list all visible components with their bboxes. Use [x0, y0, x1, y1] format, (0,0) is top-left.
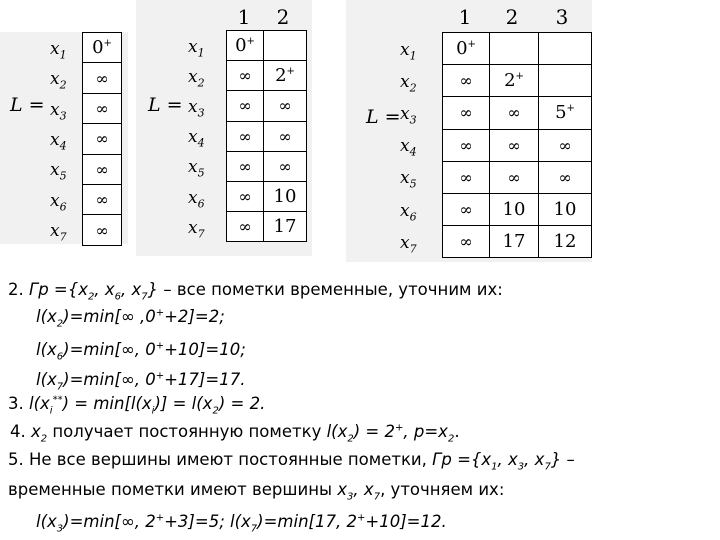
column-header: 1 [237, 5, 251, 29]
table-cell: ∞ [83, 154, 122, 184]
table-cell: ∞ [443, 129, 490, 161]
vertex-label: $x_6$ [50, 190, 67, 214]
table-cell: ∞ [227, 212, 264, 242]
table-cell: ∞ [490, 129, 539, 161]
vertex-label: $x_1$ [50, 38, 67, 62]
table-cell [264, 31, 307, 61]
column-header: 1 [458, 5, 472, 29]
column-header: 3 [555, 5, 569, 29]
matrix-table-3 [442, 32, 592, 258]
table-cell: 10 [264, 181, 307, 211]
table-row [443, 65, 592, 97]
table-cell: ∞ [83, 63, 122, 93]
table-cell: ∞ [443, 193, 490, 225]
table-row [227, 61, 307, 91]
table-cell: ∞ [227, 181, 264, 211]
table-cell: ∞ [443, 65, 490, 97]
vertex-label: $x_3$ [400, 104, 417, 127]
table-row [83, 154, 122, 184]
text-line: временные пометки имеют вершины $x_3$, $x_7$, уточняем их: [8, 480, 505, 503]
table-cell: ∞ [490, 97, 539, 129]
vertex-label: $x_5$ [188, 157, 205, 180]
vertex-label: $x_2$ [188, 66, 205, 90]
table-cell: ∞ [83, 93, 122, 123]
table-cell: ∞ [83, 124, 122, 154]
table-cell: ∞ [264, 91, 307, 121]
L-label-1: L = [10, 94, 45, 116]
vertex-label: $x_1$ [188, 36, 205, 59]
vertex-label: $x_2$ [50, 69, 67, 92]
table-row [83, 33, 122, 63]
vertex-label: $x_7$ [400, 232, 417, 256]
table-cell [539, 65, 592, 97]
table-row [443, 97, 592, 129]
table-row [443, 161, 592, 193]
table-cell: ∞ [227, 121, 264, 151]
table-cell: 10 [539, 193, 592, 225]
table-row [83, 93, 122, 123]
text-line: 2. Гр $=\{x_2$, $x_6$, $x_7$} – все пометки временные, уточним их: [8, 280, 503, 303]
table-cell: 2+ [490, 65, 539, 97]
vertex-label: $x_4$ [400, 136, 417, 159]
table-cell: ∞ [83, 215, 122, 245]
table-cell: 2+ [264, 61, 307, 91]
L-label-3: L = [366, 106, 401, 128]
table-row [227, 181, 307, 211]
table-cell: 17 [264, 212, 307, 242]
table-cell: ∞ [83, 184, 122, 214]
table-row [443, 193, 592, 225]
table-cell: ∞ [539, 161, 592, 193]
table-row [83, 124, 122, 154]
table-cell: ∞ [227, 151, 264, 181]
table-cell: 0+ [83, 33, 122, 63]
vertex-label: $x_1$ [400, 39, 417, 62]
matrix-table-1 [82, 32, 122, 246]
table-cell: ∞ [443, 226, 490, 258]
table-cell: 10 [490, 193, 539, 225]
table-cell: 12 [539, 226, 592, 258]
table-cell: 17 [490, 226, 539, 258]
matrix-table-2 [226, 30, 307, 242]
table-row [227, 212, 307, 242]
text-line: 3. $l(x_i^{**}) = \min[l(x_i)] = l(x_2) = 2$. [8, 394, 266, 417]
table-row [83, 184, 122, 214]
table-cell [539, 33, 592, 65]
table-cell: ∞ [490, 161, 539, 193]
vertex-label: $x_3$ [50, 99, 67, 122]
table-cell: ∞ [443, 161, 490, 193]
table-cell: ∞ [227, 91, 264, 121]
L-label-2: L = [148, 94, 183, 116]
table-row [227, 121, 307, 151]
vertex-label: $x_4$ [188, 127, 205, 150]
table-cell: ∞ [539, 129, 592, 161]
table-cell [490, 33, 539, 65]
table-row [443, 33, 592, 65]
vertex-label: $x_3$ [188, 97, 205, 120]
text-line: $l(x_2)=\min[\infty$ ,0++2]=2; [36, 307, 225, 330]
table-row [227, 91, 307, 121]
text-line: $l(x_3)=\min[\infty$, 2++3]=5; $l(x_7)=\min[17$, 2++10]=12. [36, 512, 447, 535]
table-cell: 0+ [443, 33, 490, 65]
vertex-label: $x_5$ [400, 168, 417, 191]
table-cell: ∞ [443, 97, 490, 129]
table-row [83, 63, 122, 93]
table-cell: ∞ [227, 61, 264, 91]
table-cell: 5+ [539, 97, 592, 129]
vertex-label: $x_7$ [188, 217, 205, 241]
vertex-label: $x_6$ [188, 187, 205, 210]
table-row [227, 151, 307, 181]
text-line: 5. Не все вершины имеют постоянные пометки, Гр $=\{x_1$, $x_3$, $x_7$} – [8, 450, 575, 473]
table-cell: ∞ [264, 151, 307, 181]
column-header: 2 [505, 5, 519, 29]
text-line: $l(x_7)=\min[\infty$, 0++17]=17. [36, 370, 246, 393]
vertex-label: $x_4$ [50, 129, 67, 153]
table-row [443, 129, 592, 161]
vertex-label: $x_7$ [50, 221, 67, 244]
text-line: $l(x_6)=\min[\infty$, 0++10]=10; [36, 340, 246, 363]
vertex-label: $x_6$ [400, 200, 417, 223]
vertex-label: $x_5$ [50, 160, 67, 183]
table-cell: 0+ [227, 31, 264, 61]
table-row [227, 31, 307, 61]
table-row [83, 215, 122, 245]
table-row [443, 226, 592, 258]
table-cell: ∞ [264, 121, 307, 151]
vertex-label: $x_2$ [400, 71, 417, 95]
text-line: 4. $x_2$ получает постоянную пометку $l(x_2) = 2^+$, $p=x_2$. [10, 422, 460, 445]
column-header: 2 [276, 5, 290, 29]
